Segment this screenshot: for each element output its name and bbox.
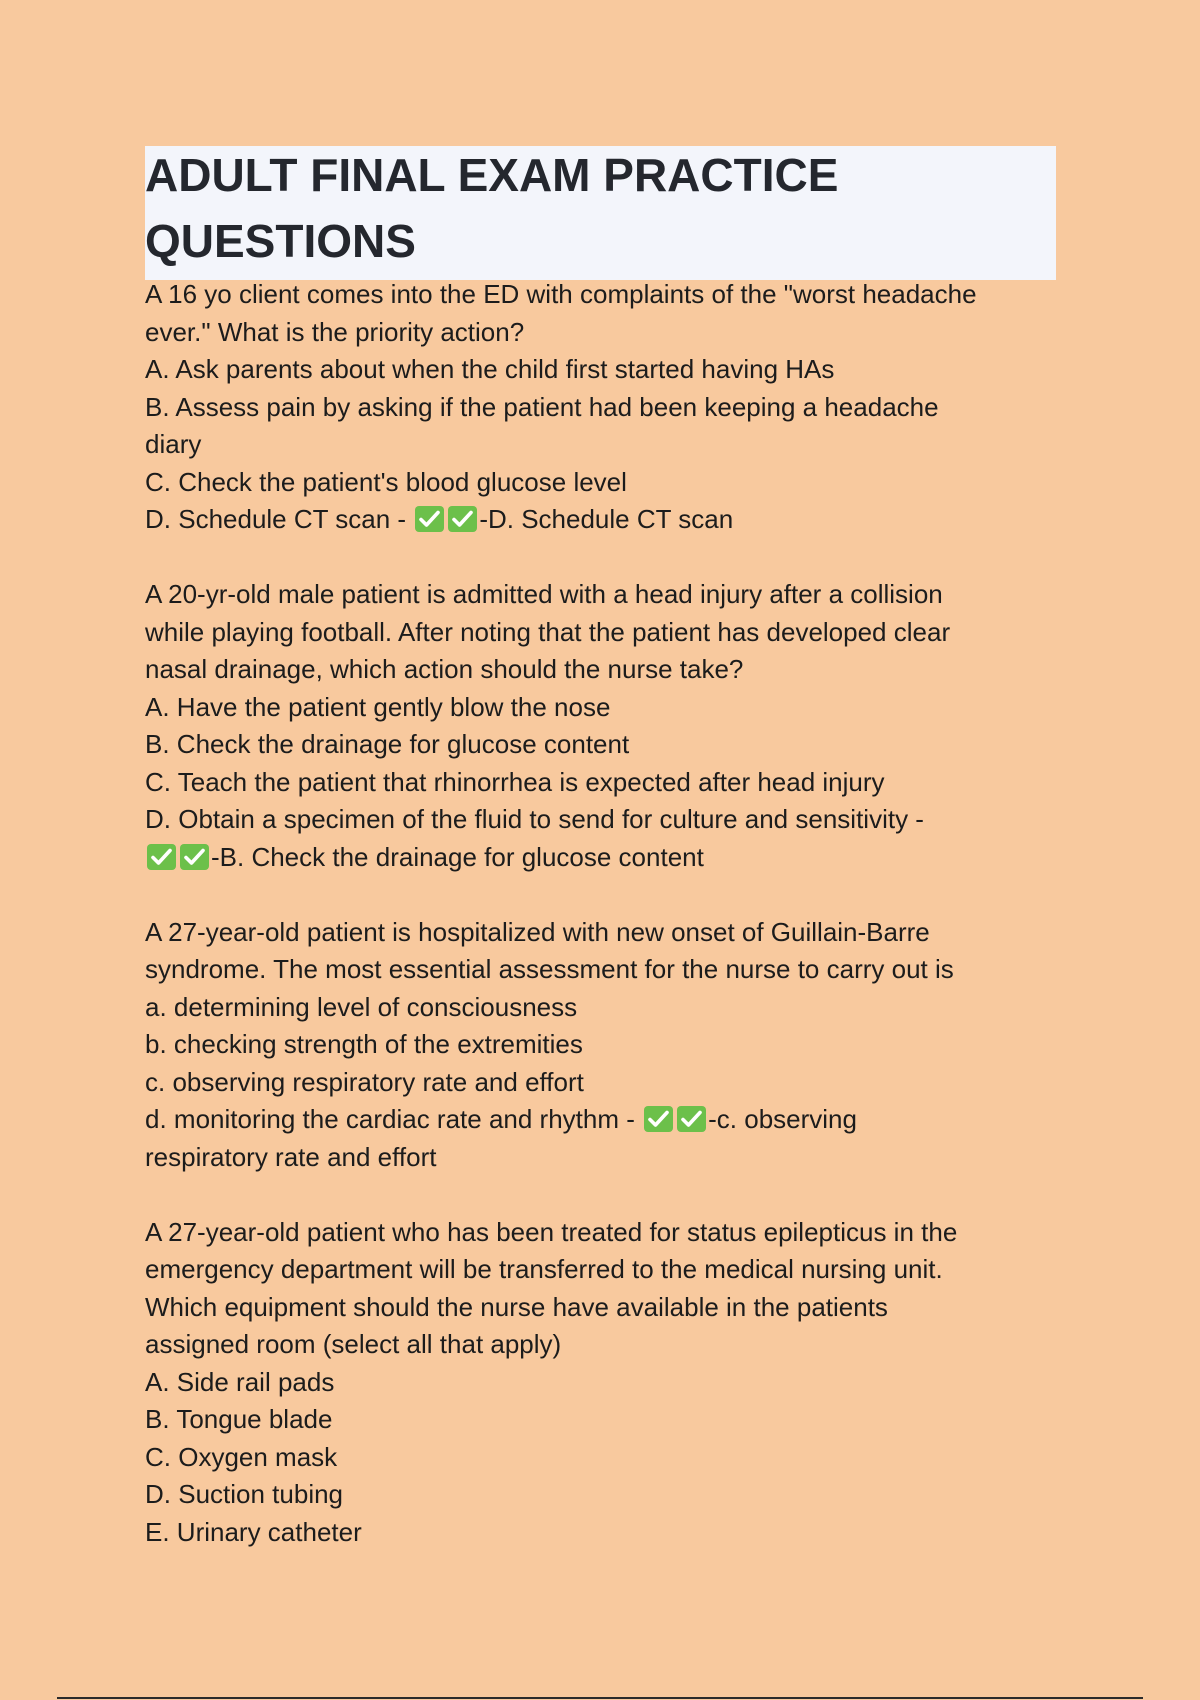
line-text: -D. Schedule CT scan (479, 504, 734, 534)
question-line (145, 576, 1060, 614)
line-text: C. Teach the patient that rhinorrhea is expected after head injury (145, 766, 885, 797)
question-line (145, 1289, 1060, 1327)
line-text: syndrome. The most essential assessment for the nurse to carry out is (145, 954, 954, 984)
question-line (145, 914, 1060, 952)
question-line (145, 726, 1060, 764)
line-text: C. Oxygen mask (145, 1441, 338, 1472)
line-text: d. monitoring the cardiac rate and rhythm - (145, 1104, 643, 1134)
line-text: A 27-year-old patient who has been treated for status epilepticus in the (145, 1216, 958, 1247)
question-block (145, 576, 1060, 876)
footer-divider (57, 1697, 1143, 1699)
line-text: a. determining level of consciousness (145, 991, 578, 1022)
line-text: A. Have the patient gently blow the nose (145, 691, 611, 722)
question-line (145, 801, 1060, 839)
document-title: ADULT FINAL EXAM PRACTICE QUESTIONS (145, 149, 839, 267)
line-text: assigned room (select all that apply) (145, 1329, 562, 1359)
question-line (145, 426, 1060, 464)
line-text: Which equipment should the nurse have available in the patients (145, 1291, 888, 1322)
line-text: E. Urinary catheter (145, 1516, 362, 1547)
question-block (145, 1214, 1060, 1552)
question-line (145, 314, 1060, 352)
question-line (145, 764, 1060, 802)
question-line (145, 1251, 1060, 1289)
question-line (145, 1139, 1060, 1177)
question-line (145, 614, 1060, 652)
question-line (145, 1026, 1060, 1064)
questions-container (145, 276, 1060, 1589)
line-text: C. Check the patient's blood glucose level (145, 466, 627, 497)
question-line (145, 1214, 1060, 1252)
line-text: c. observing respiratory rate and effort (145, 1066, 584, 1097)
line-text: nasal drainage, which action should the nurse take? (145, 654, 744, 684)
question-line (145, 951, 1060, 989)
line-text: while playing football. After noting that the patient has developed clear (145, 616, 951, 647)
check-mark-icon (447, 505, 478, 533)
line-text: A 16 yo client comes into the ED with complaints of the "worst headache (145, 279, 977, 309)
question-line (145, 464, 1060, 502)
check-mark-icon (643, 1105, 674, 1133)
line-text: ever." What is the priority action? (145, 316, 525, 347)
line-text: D. Schedule CT scan - (145, 504, 414, 534)
line-text: D. Suction tubing (145, 1479, 344, 1509)
line-text: diary (145, 429, 202, 459)
line-text: respiratory rate and effort (145, 1141, 437, 1172)
check-mark-icon (676, 1105, 707, 1133)
question-line (145, 351, 1060, 389)
question-block (145, 914, 1060, 1177)
question-line (145, 276, 1060, 314)
line-text: B. Assess pain by asking if the patient had been keeping a headache (145, 391, 939, 422)
line-text: D. Obtain a specimen of the fluid to send for culture and sensitivity - (145, 804, 924, 834)
line-text: B. Tongue blade (145, 1404, 333, 1434)
question-block (145, 276, 1060, 539)
check-mark-icon (179, 843, 210, 871)
line-text: emergency department will be transferred to the medical nursing unit. (145, 1254, 943, 1284)
line-text: A. Ask parents about when the child first started having HAs (145, 354, 835, 384)
question-line (145, 1326, 1060, 1364)
line-text: B. Check the drainage for glucose content (145, 729, 630, 759)
question-line (145, 1101, 1060, 1139)
question-line (145, 1064, 1060, 1102)
question-line (145, 1514, 1060, 1552)
line-text: -c. observing (708, 1104, 857, 1134)
question-line (145, 689, 1060, 727)
question-line (145, 389, 1060, 427)
question-line (145, 1364, 1060, 1402)
check-mark-icon (146, 843, 177, 871)
check-mark-icon (414, 505, 445, 533)
line-text: A. Side rail pads (145, 1366, 335, 1397)
question-line (145, 839, 1060, 877)
question-line (145, 1476, 1060, 1514)
question-line (145, 501, 1060, 539)
question-line (145, 1401, 1060, 1439)
question-line (145, 651, 1060, 689)
line-text: -B. Check the drainage for glucose content (211, 841, 704, 872)
question-line (145, 1439, 1060, 1477)
line-text: b. checking strength of the extremities (145, 1029, 583, 1059)
line-text: A 27-year-old patient is hospitalized with new onset of Guillain-Barre (145, 916, 930, 947)
question-line (145, 989, 1060, 1027)
line-text: A 20-yr-old male patient is admitted with a head injury after a collision (145, 579, 943, 609)
